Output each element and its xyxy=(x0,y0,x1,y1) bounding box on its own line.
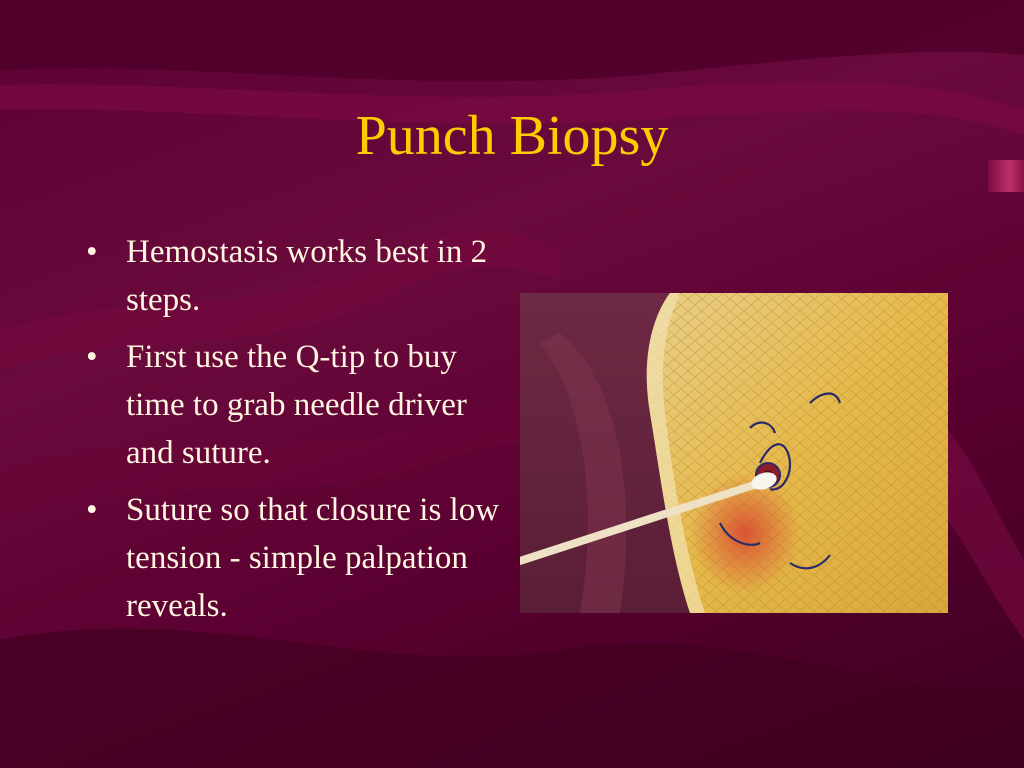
bullet-item xyxy=(86,333,506,477)
bullet-list xyxy=(86,228,506,639)
bullet-dot: • xyxy=(86,492,98,528)
wave-band-right xyxy=(948,430,1024,640)
bullet-item xyxy=(86,486,506,630)
biopsy-photo xyxy=(520,293,948,613)
wave-band-top xyxy=(0,0,1024,81)
skin-texture xyxy=(647,293,948,613)
slide-title: Punch Biopsy xyxy=(355,105,669,167)
bullet-text: First use the Q-tip to buy time to grab needle driver and suture. xyxy=(126,339,467,471)
bullet-text: Hemostasis works best in 2 steps. xyxy=(126,234,488,318)
bullet-dot: • xyxy=(86,339,98,375)
bullet-dot: • xyxy=(86,234,98,270)
bullet-item xyxy=(86,228,506,324)
wave-band-bottom xyxy=(0,629,1024,768)
bullet-text: Suture so that closure is low tension - simple palpation reveals. xyxy=(126,492,500,624)
